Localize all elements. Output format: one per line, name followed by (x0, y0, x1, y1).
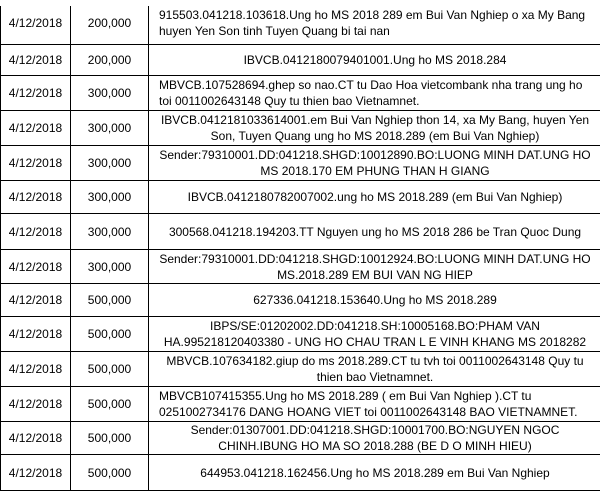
table-row (1, 422, 600, 455)
description-cell: Sender:79310001.DD:041218.SHGD:10012924.BO:LUONG MINH DAT.UNG HO MS.2018.289 EM BUI VAN NG HIEP (149, 250, 600, 284)
description-cell: Sender:79310001.DD:041218.SHGD:10012890.BO:LUONG MINH DAT.UNG HO MS 2018.170 EM PHUNG THAN H GIANG (149, 146, 600, 181)
date-cell: 4/12/2018 (1, 214, 71, 250)
amount-cell: 500,000 (71, 284, 149, 317)
table-row (1, 1, 600, 45)
date-cell: 4/12/2018 (1, 250, 71, 284)
amount-cell: 300,000 (71, 111, 149, 146)
description-cell: 300568.041218.194203.TT Nguyen ung ho MS 2018 286 be Tran Quoc Dung (149, 214, 600, 250)
donation-table-body (1, 1, 600, 491)
table-row (1, 352, 600, 387)
amount-cell: 300,000 (71, 181, 149, 214)
amount-cell: 500,000 (71, 387, 149, 422)
description-cell: IBVCB.0412180782007002.ung ho MS 2018.289 (em Bui Van Nghiep) (149, 181, 600, 214)
date-cell: 4/12/2018 (1, 317, 71, 352)
amount-cell: 300,000 (71, 214, 149, 250)
description-cell: 627336.041218.153640.Ung ho MS 2018.289 (149, 284, 600, 317)
top-cut-edge (0, 0, 600, 6)
table-row (1, 284, 600, 317)
amount-cell: 300,000 (71, 146, 149, 181)
amount-cell: 500,000 (71, 455, 149, 491)
date-cell: 4/12/2018 (1, 1, 71, 45)
description-cell: 644953.041218.162456.Ung ho MS 2018.289 em Bui Van Nghiep (149, 455, 600, 491)
table-row (1, 250, 600, 284)
date-cell: 4/12/2018 (1, 76, 71, 111)
date-cell: 4/12/2018 (1, 284, 71, 317)
date-cell: 4/12/2018 (1, 352, 71, 387)
table-row (1, 76, 600, 111)
description-cell: Sender:01307001.DD:041218.SHGD:10001700.BO:NGUYEN NGOC CHINH.IBUNG HO MA SO 2018.288 (BE D O MINH HIEU) (149, 422, 600, 455)
table-row (1, 181, 600, 214)
table-row (1, 146, 600, 181)
amount-cell: 500,000 (71, 317, 149, 352)
description-cell: MBVCB.107528694.ghep so nao.CT tu Dao Hoa vietcombank nha trang ung ho toi 0011002643148 Quy tu thien bao Vietnamnet. (149, 76, 600, 111)
date-cell: 4/12/2018 (1, 146, 71, 181)
date-cell: 4/12/2018 (1, 387, 71, 422)
table-row (1, 111, 600, 146)
description-cell: 915503.041218.103618.Ung ho MS 2018 289 em Bui Van Nghiep o xa My Bang huyen Yen Son tinh Tuyen Quang bi tai nan (149, 1, 600, 45)
amount-cell: 300,000 (71, 76, 149, 111)
date-cell: 4/12/2018 (1, 181, 71, 214)
description-cell: IBPS/SE:01202002.DD:041218.SH:10005168.BO:PHAM VAN HA.995218120403380 - UNG HO CHAU TRAN L E VINH KHANG MS 2018282 (149, 317, 600, 352)
amount-cell: 500,000 (71, 352, 149, 387)
table-row (1, 45, 600, 76)
amount-cell: 200,000 (71, 45, 149, 76)
date-cell: 4/12/2018 (1, 45, 71, 76)
description-cell: IBVCB.0412180079401001.Ung ho MS 2018.284 (149, 45, 600, 76)
description-cell: MBVCB.107634182.giup do ms 2018.289.CT tu tvh toi 0011002643148 Quy tu thien bao Vietnamnet. (149, 352, 600, 387)
table-row (1, 317, 600, 352)
table-row (1, 214, 600, 250)
table-row (1, 387, 600, 422)
description-cell: MBVCB107415355.Ung ho MS 2018.289 ( em Bui Van Nghiep ).CT tu 0251002734176 DANG HOANG VIET toi 0011002643148 BAO VIETNAMNET. (149, 387, 600, 422)
amount-cell: 300,000 (71, 250, 149, 284)
amount-cell: 500,000 (71, 422, 149, 455)
date-cell: 4/12/2018 (1, 111, 71, 146)
description-cell: IBVCB.0412181033614001.em Bui Van Nghiep thon 14, xa My Bang, huyen Yen Son, Tuyen Quang ung ho MS 2018.289 (em Bui Van Nghiep) (149, 111, 600, 146)
table-row (1, 455, 600, 491)
date-cell: 4/12/2018 (1, 422, 71, 455)
date-cell: 4/12/2018 (1, 455, 71, 491)
amount-cell: 200,000 (71, 1, 149, 45)
